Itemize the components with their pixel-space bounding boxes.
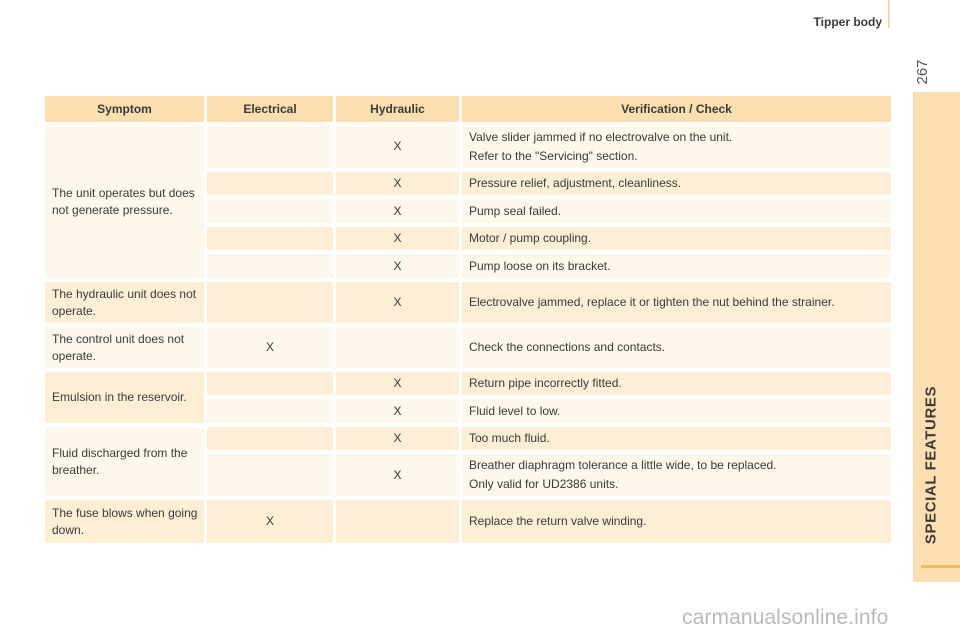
hydraulic-mark (336, 327, 459, 368)
verification-cell (462, 454, 891, 496)
verification-text: Return pipe incorrectly fitted. (469, 376, 622, 390)
column-header: Verification / Check (462, 96, 891, 122)
verification-cell (462, 282, 891, 323)
electrical-mark (207, 427, 333, 450)
hydraulic-mark (336, 500, 459, 543)
verification-text: Too much fluid. (469, 431, 550, 445)
electrical-mark (207, 227, 333, 250)
verification-cell (462, 327, 891, 368)
electrical-mark (207, 125, 333, 168)
watermark: carmanualsonline.info (682, 606, 889, 629)
electrical-mark (207, 399, 333, 423)
symptom-cell: The control unit does not operate. (45, 327, 204, 368)
electrical-mark (207, 254, 333, 278)
hydraulic-mark: X (336, 125, 459, 168)
column-header: Symptom (45, 96, 204, 122)
hydraulic-mark: X (336, 227, 459, 250)
verification-text: Pump loose on its bracket. (469, 258, 611, 273)
hydraulic-mark: X (336, 282, 459, 323)
symptom-cell: Fluid discharged from the breather. (45, 427, 204, 496)
hydraulic-mark: X (336, 372, 459, 395)
page-header-title: Tipper body (813, 15, 882, 29)
symptom-cell: The fuse blows when going down. (45, 500, 204, 543)
verification-text: Replace the return valve winding. (469, 514, 647, 528)
verification-cell (462, 254, 891, 278)
hydraulic-mark: X (336, 427, 459, 450)
electrical-mark: X (207, 327, 333, 368)
verification-cell (462, 199, 891, 223)
verification-text: Valve slider jammed if no electrovalve on the unit. (469, 129, 733, 144)
verification-cell (462, 427, 891, 450)
electrical-mark: X (207, 500, 333, 543)
hydraulic-mark: X (336, 399, 459, 423)
verification-text: Pump seal failed. (469, 203, 562, 218)
verification-text: Only valid for UD2386 units. (469, 477, 619, 491)
verification-text: Check the connections and contacts. (469, 340, 666, 354)
verification-cell (462, 372, 891, 395)
electrical-mark (207, 199, 333, 223)
hydraulic-mark: X (336, 172, 459, 195)
verification-cell (462, 227, 891, 250)
verification-cell (462, 125, 891, 168)
verification-cell (462, 172, 891, 195)
column-header: Hydraulic (336, 96, 459, 122)
symptom-cell: The unit operates but does not generate pressure. (45, 125, 204, 278)
verification-cell (462, 399, 891, 423)
symptom-cell: The hydraulic unit does not operate. (45, 282, 204, 323)
verification-text: Motor / pump coupling. (469, 231, 592, 245)
verification-text: Refer to the "Servicing" section. (469, 148, 638, 163)
symptom-cell: Emulsion in the reservoir. (45, 372, 204, 423)
verification-text: Breather diaphragm tolerance a little wide, to be replaced. (469, 458, 777, 472)
hydraulic-mark: X (336, 254, 459, 278)
section-title-text: SPECIAL FEATURES (922, 385, 940, 545)
verification-cell (462, 500, 891, 543)
electrical-mark (207, 454, 333, 496)
column-header: Electrical (207, 96, 333, 122)
hydraulic-mark: X (336, 454, 459, 496)
page-number: 267 (914, 59, 931, 85)
electrical-mark (207, 372, 333, 395)
hydraulic-mark: X (336, 199, 459, 223)
verification-text: Fluid level to low. (469, 403, 561, 418)
verification-text: Electrovalve jammed, replace it or tighten the nut behind the strainer. (469, 295, 835, 309)
electrical-mark (207, 172, 333, 195)
verification-text: Pressure relief, adjustment, cleanliness. (469, 176, 682, 190)
electrical-mark (207, 282, 333, 323)
